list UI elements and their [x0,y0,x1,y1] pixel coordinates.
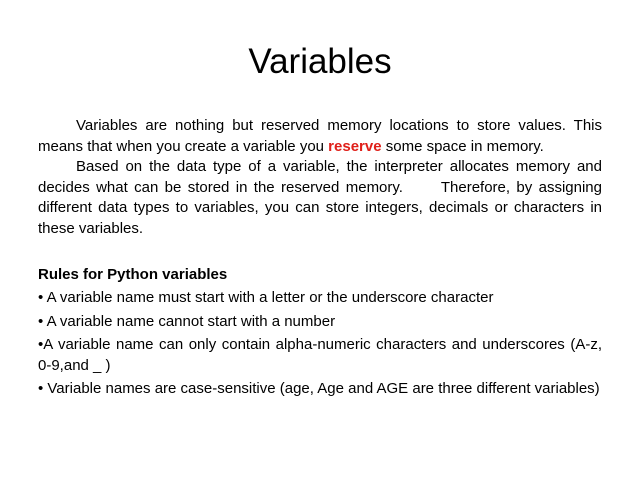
highlight-reserve: reserve [328,137,382,155]
bullet-item: • Variable names are case-sensitive (age, Age and AGE are three different variables) [38,380,600,397]
rules-heading: Rules for Python variables [38,265,228,283]
bullet-item: •A variable name can only contain alpha-numeric characters and underscores (A-z, 0-9,and _ ) [38,336,602,374]
paragraph-definition [38,116,602,157]
slide-title: Variables [248,42,392,81]
spacer [38,239,602,260]
paragraph-definition-text: Variables are nothing but reserved memory locations to store values. This means that when you create a variable you [38,117,602,155]
paragraph-data-types: Based on the data type of a variable, the interpreter allocates memory and decides what can be stored in the reserved memory. Therefore, by assigning different data types to variables, you can store integers, decimals or characters in these variables. [38,158,607,237]
paragraph-definition-tail: some space in memory. [381,137,544,155]
bullet-item: • A variable name must start with a letter or the underscore character [38,289,494,306]
slide-body [38,116,607,403]
bullet-item: • A variable name cannot start with a number [38,312,336,330]
